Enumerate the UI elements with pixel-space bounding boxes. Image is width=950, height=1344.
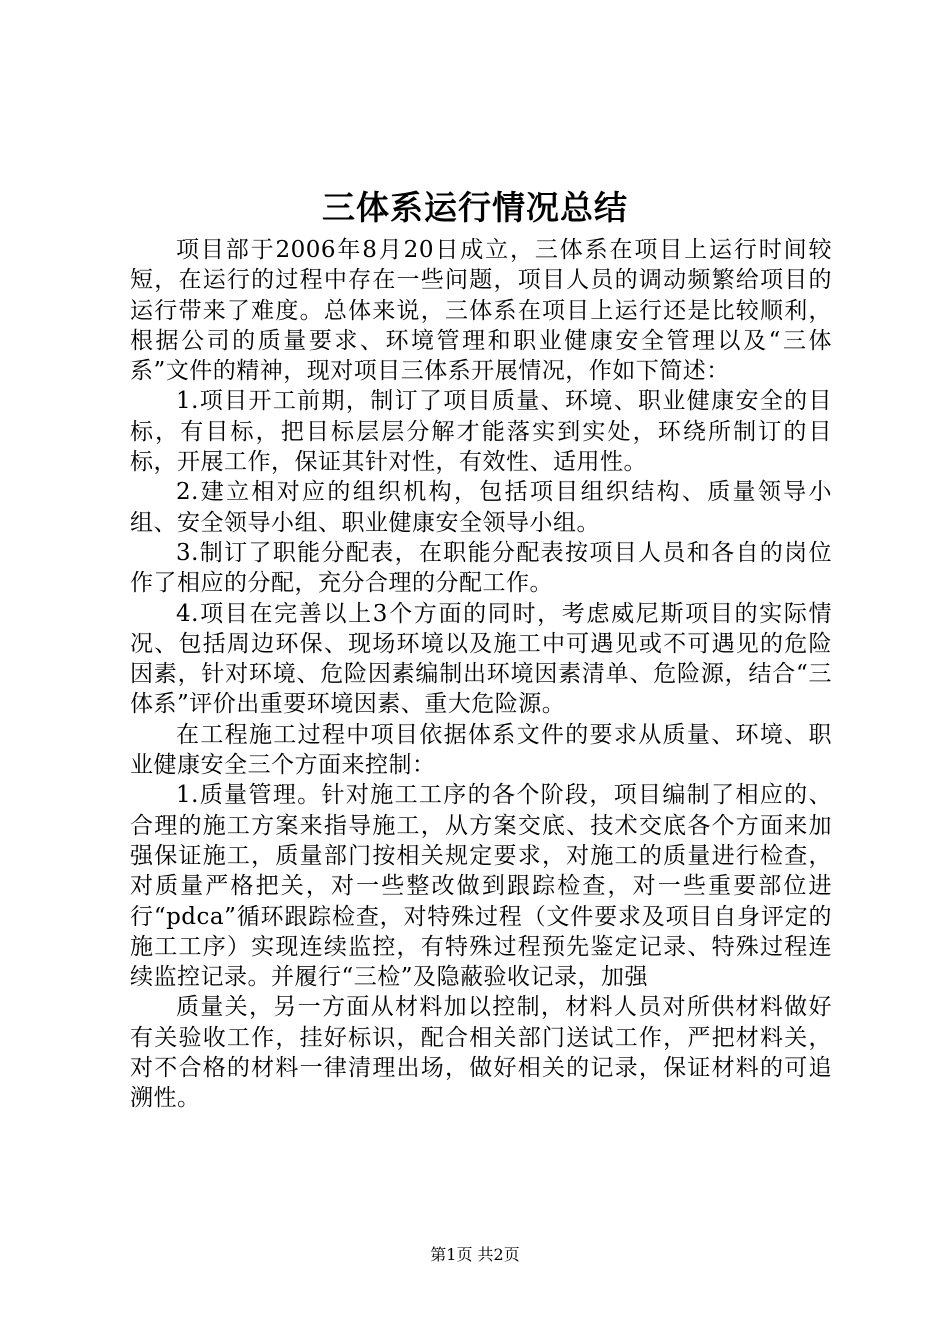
paragraph-item-4-hazards: 4.项目在完善以上3个方面的同时，考虑威尼斯项目的实际情况、包括周边环保、现场环境以及施工中可遇见或不可遇见的危险因素，针对环境、危险因素编制出环境因素清单、危险源，结合“三体系”评价出重要环境因素、重大危险源。	[130, 600, 832, 718]
paragraph-construction-control: 在工程施工过程中项目依据体系文件的要求从质量、环境、职业健康安全三个方面来控制：	[130, 721, 832, 779]
paragraph-item-3-function-table: 3.制订了职能分配表，在职能分配表按项目人员和各自的岗位作了相应的分配，充分合理的分配工作。	[130, 539, 832, 597]
paragraph-item-2-organization: 2.建立相对应的组织机构，包括项目组织结构、质量领导小组、安全领导小组、职业健康安全领导小组。	[130, 479, 832, 536]
paragraph-item-1-targets: 1.项目开工前期，制订了项目质量、环境、职业健康安全的目标，有目标，把目标层层分解才能落实到实处，环绕所制订的目标，开展工作，保证其针对性，有效性、适用性。	[130, 388, 832, 476]
page-number-footer: 第1页 共2页	[430, 1245, 520, 1264]
paragraph-intro: 项目部于2006年8月20日成立，三体系在项目上运行时间较短，在运行的过程中存在一些问题，项目人员的调动频繁给项目的运行带来了难度。总体来说，三体系在项目上运行还是比较顺利，根据公司的质量要求、环境管理和职业健康安全管理以及“三体系”文件的精神，现对项目三体系开展情况，作如下简述：	[130, 237, 832, 385]
document-title: 三体系运行情况总结	[322, 188, 628, 227]
document-body	[130, 235, 832, 1114]
paragraph-material-control: 质量关，另一方面从材料加以控制，材料人员对所供材料做好有关验收工作，挂好标识，配合相关部门送试工作，严把材料关，对不合格的材料一律清理出场，做好相关的记录，保证材料的可追溯性。	[130, 994, 832, 1112]
paragraph-quality-management: 1.质量管理。针对施工工序的各个阶段，项目编制了相应的、合理的施工方案来指导施工，从方案交底、技术交底各个方面来加强保证施工，质量部门按相关规定要求，对施工的质量进行检查，对质量严格把关，对一些整改做到跟踪检查，对一些重要部位进行“pdca”循环跟踪检查，对特殊过程（文件要求及项目自身评定的施工工序）实现连续监控，有特殊过程预先鉴定记录、特殊过程连续监控记录。并履行“三检”及隐蔽验收记录，加强	[130, 782, 832, 991]
